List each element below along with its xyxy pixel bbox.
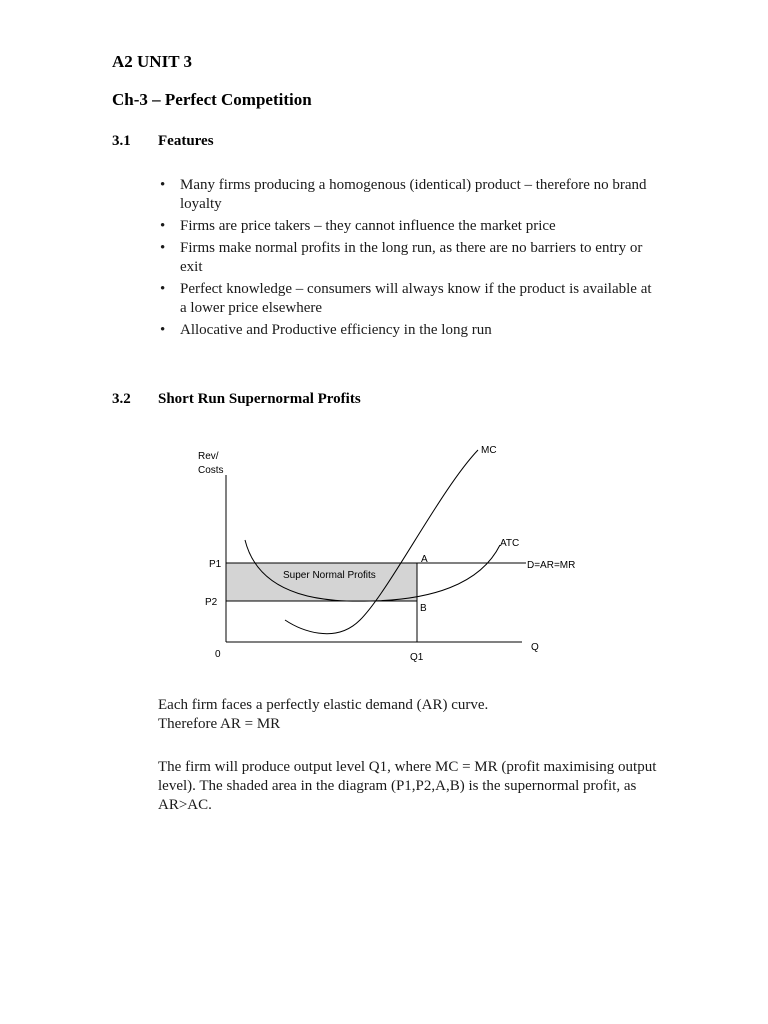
p2-tick-label: P2 — [205, 597, 218, 608]
list-item: • Many firms producing a homogenous (identical) product – therefore no brand loyalty — [160, 177, 647, 212]
y-axis-label-line2: Costs — [198, 465, 224, 476]
x-axis-label: Q — [531, 642, 539, 653]
bullet-icon: • — [160, 177, 166, 193]
point-a-label: A — [421, 554, 428, 565]
demand-label: D=AR=MR — [527, 560, 576, 571]
bullet-icon: • — [160, 281, 166, 297]
chapter-title: Ch-3 – Perfect Competition — [112, 90, 312, 109]
atc-label: ATC — [500, 538, 520, 549]
section-number: 3.2 — [112, 391, 131, 407]
unit-heading: A2 UNIT 3 — [112, 52, 192, 71]
bullet-icon: • — [160, 322, 166, 338]
paragraph: Each firm faces a perfectly elastic demand (AR) curve. Therefore AR = MR — [158, 697, 489, 732]
p1-tick-label: P1 — [209, 559, 222, 570]
y-axis-label-line1: Rev/ — [198, 451, 219, 462]
shaded-region-label: Super Normal Profits — [283, 570, 376, 581]
section-number: 3.1 — [112, 133, 131, 149]
paragraph: The firm will produce output level Q1, where MC = MR (profit maximising output level). The shaded area in the diagram (P1,P2,A,B) is the supernormal profit, as AR>AC. — [158, 759, 657, 813]
bullet-icon: • — [160, 218, 166, 234]
point-b-label: B — [420, 603, 427, 614]
list-item: • Perfect knowledge – consumers will always know if the product is available at a lower price elsewhere — [160, 281, 652, 316]
mc-label: MC — [481, 445, 497, 456]
q1-tick-label: Q1 — [410, 652, 424, 663]
section-title: Short Run Supernormal Profits — [158, 391, 361, 407]
list-item: • Firms make normal profits in the long run, as there are no barriers to entry or exit — [160, 240, 643, 275]
origin-label: 0 — [215, 649, 221, 660]
list-item: • Allocative and Productive efficiency in the long run — [160, 322, 492, 338]
bullet-icon: • — [160, 240, 166, 256]
mc-curve — [285, 450, 478, 634]
list-item: • Firms are price takers – they cannot influence the market price — [160, 218, 556, 234]
section-title: Features — [158, 133, 214, 149]
